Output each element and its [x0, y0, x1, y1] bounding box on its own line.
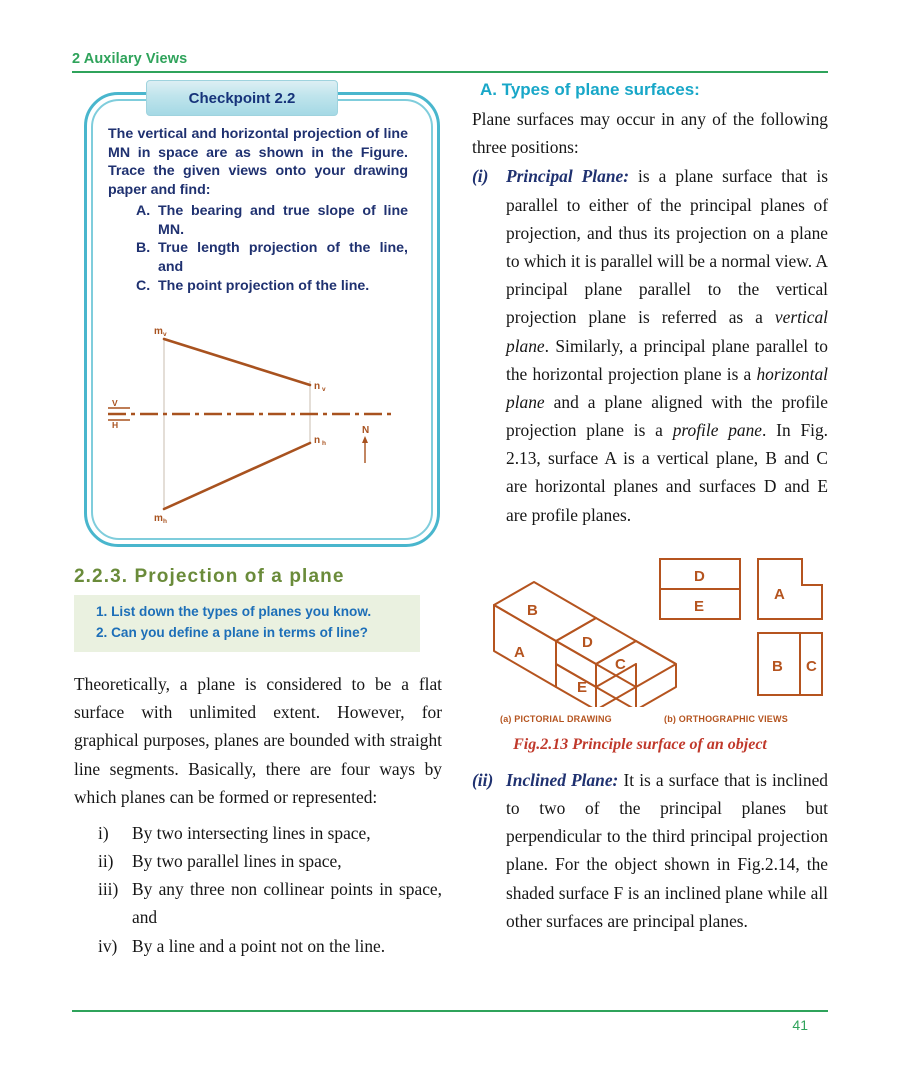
label-nh-subscript: h [322, 440, 326, 447]
label-nh: n [314, 435, 321, 446]
ref-label-v: V [112, 398, 118, 408]
list-marker: ii) [98, 851, 114, 872]
emphasis-horizontal-plane: horizontal plane [506, 363, 828, 412]
definition-term: Principal Plane: [506, 166, 630, 187]
header-divider [72, 71, 828, 73]
emphasis-vertical-plane: vertical plane [506, 307, 828, 356]
checkpoint-intro: The vertical and horizontal projection of line MN in space are as shown in the Figure. Trace the given views onto your drawing paper and find: [108, 126, 408, 199]
iso-face-a-front [494, 605, 556, 687]
types-of-plane-surfaces-heading: A. Types of plane surfaces: [480, 80, 700, 99]
question-item: 1. List down the types of planes you know. [96, 604, 372, 619]
ortho-label-b: B [772, 657, 783, 675]
definition-principal-plane [472, 162, 828, 528]
emphasis-profile-pane: profile pane [672, 420, 763, 441]
list-item [136, 202, 408, 239]
label-mh-subscript: h [163, 518, 167, 525]
plane-formation-list [74, 819, 442, 960]
checkpoint-task-list [108, 202, 408, 296]
figure-caption-a: (a) PICTORIAL DRAWING [500, 713, 612, 724]
label-mh: m [154, 513, 163, 524]
checkpoint-box [84, 80, 440, 550]
ortho-front-view-lshape [758, 559, 822, 619]
iso-face-b-top [494, 582, 596, 641]
section-heading: 2.2.3. Projection of a plane [74, 566, 345, 587]
figure-2-13-drawing [472, 547, 828, 707]
label-mv: m [154, 326, 163, 337]
north-arrow-head-icon [362, 436, 368, 443]
task-text: The bearing and true slope of line MN. [158, 202, 408, 238]
line-mh-nh [164, 443, 310, 509]
definition-body [506, 162, 828, 528]
left-column [74, 80, 442, 960]
list-marker: iv) [98, 935, 118, 956]
checkpoint-tab [146, 80, 338, 116]
list-text: By a line and a point not on the line. [132, 935, 386, 956]
label-mv-subscript: v [163, 331, 167, 338]
page-footer [72, 1010, 828, 1033]
page-number: 41 [792, 1017, 808, 1033]
list-item [136, 277, 408, 296]
iso-label-b: B [527, 601, 538, 619]
list-item [98, 847, 442, 875]
right-column [472, 80, 828, 935]
ref-label-h: H [112, 420, 119, 430]
chapter-title: 2 Auxilary Views [72, 51, 188, 67]
definition-inclined-plane [472, 766, 828, 935]
list-item [98, 819, 442, 847]
page-header [72, 52, 828, 73]
label-nv-subscript: v [322, 386, 326, 393]
definition-marker: (i) [472, 166, 489, 187]
iso-label-d: D [582, 633, 593, 651]
footer-divider [72, 1010, 828, 1012]
definition-term: Inclined Plane: [506, 769, 619, 790]
plane-surfaces-intro: Plane surfaces may occur in any of the following three positions: [472, 109, 828, 158]
ortho-label-d: D [694, 567, 705, 585]
question-item: 2. Can you define a plane in terms of line? [96, 624, 368, 640]
definition-text-1: is a plane surface that is parallel to either of the principal planes of projection, and thus its projection on a plane to which it is parallel will be a normal view. A principal plane parallel to the vertical projection plane is referred as a [506, 166, 828, 328]
iso-label-c: C [615, 655, 626, 673]
plane-definition-paragraph: Theoretically, a plane is considered to be a flat surface with unlimited extent. However, for graphical purposes, planes are bounded with straight line segments. Basically, there are four ways by which planes can be formed or represented: [74, 673, 442, 807]
definition-body [506, 766, 828, 935]
ortho-label-c: C [806, 657, 817, 675]
figure-title: Fig.2.13 Principle surface of an object [513, 735, 767, 753]
checkpoint-tab-label: Checkpoint 2.2 [188, 89, 296, 107]
mn-projection-diagram [98, 323, 424, 528]
task-label: A. [136, 202, 151, 219]
definition-marker: (ii) [472, 769, 494, 790]
label-north: N [362, 425, 370, 436]
ortho-label-e: E [694, 597, 705, 615]
task-label: B. [136, 240, 151, 257]
list-text: By any three non collinear points in space, and [132, 879, 442, 928]
list-item [98, 932, 442, 960]
label-nv: n [314, 381, 321, 392]
task-text: True length projection of the line, and [158, 240, 408, 276]
definition-text-3: and a plane aligned with the profile projection plane is a [506, 391, 828, 441]
figure-caption-b: (b) ORTHOGRAPHIC VIEWS [664, 713, 788, 724]
iso-label-a: A [514, 643, 525, 661]
list-marker: iii) [98, 879, 119, 900]
iso-face-e-front [556, 664, 596, 707]
question-box [74, 595, 420, 652]
list-text: By two intersecting lines in space, [132, 822, 371, 843]
list-text: By two parallel lines in space, [132, 851, 342, 872]
list-marker: i) [98, 822, 109, 843]
figure-subcaptions [472, 714, 828, 730]
definition-text-4: . In Fig. 2.13, surface A is a vertical plane, B and C are horizontal planes and surfaces D and E are profile planes. [506, 420, 829, 525]
definition-text: It is a surface that is inclined to two of the principal planes but perpendicular to the third principal projection plane. For the object shown in Fig.2.14, the shaded surface F is an inclined plane while all other surfaces are principal planes. [506, 769, 828, 931]
line-mv-nv [164, 339, 310, 385]
ortho-label-a: A [774, 585, 785, 603]
figure-2-13 [472, 547, 828, 754]
list-item [136, 239, 408, 276]
task-label: C. [136, 277, 151, 294]
checkpoint-content [108, 125, 408, 296]
definition-text-2: . Similarly, a principal plane parallel to the horizontal projection plane is a [506, 335, 828, 384]
list-item [98, 875, 442, 931]
iso-label-e: E [577, 678, 588, 696]
task-text: The point projection of the line. [158, 277, 370, 294]
